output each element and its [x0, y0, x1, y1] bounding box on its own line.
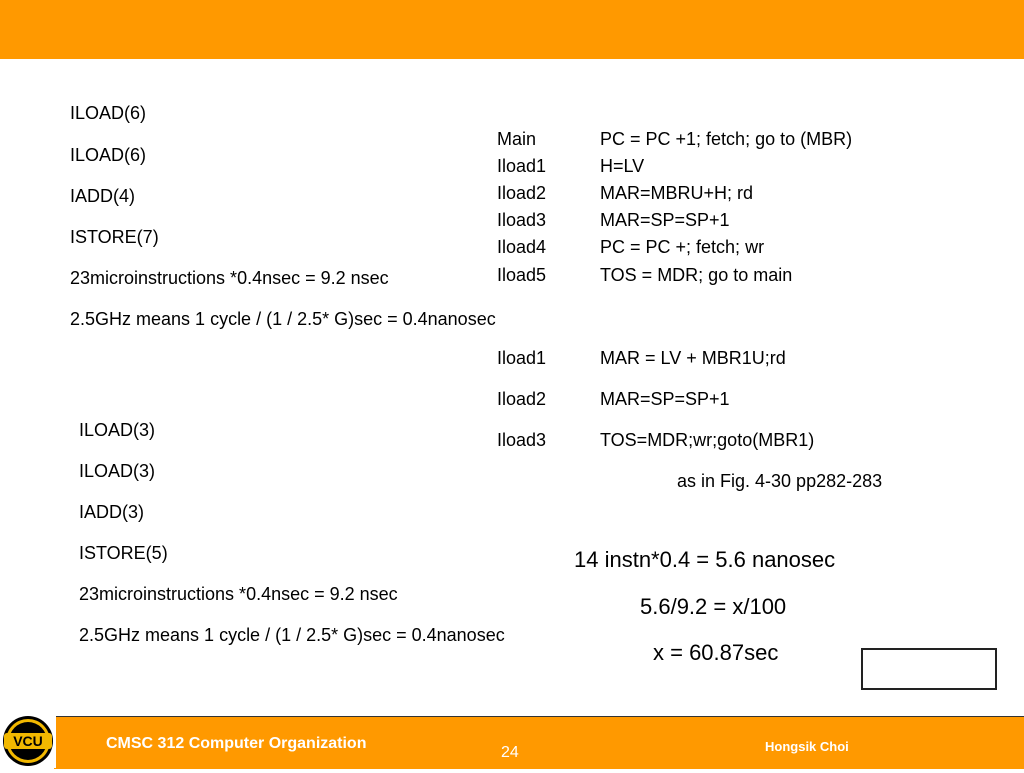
micro-op: MAR=SP=SP+1 [600, 389, 730, 409]
author-name: Hongsik Choi [765, 739, 849, 754]
calc-result: x = 60.87sec [653, 640, 779, 665]
micro-op: MAR=MBRU+H; rd [600, 183, 754, 203]
course-title: CMSC 312 Computer Organization [106, 735, 367, 752]
list-item: ISTORE(7) [70, 227, 159, 247]
micro-op: H=LV [600, 156, 645, 176]
micro-label: Iload2 [497, 183, 547, 203]
micro-label: Main [497, 129, 537, 149]
vcu-logo [0, 713, 56, 768]
vcu-logo-icon [0, 713, 56, 768]
list-item: 23microinstructions *0.4nsec = 9.2 nsec [70, 268, 389, 288]
micro-label: Iload4 [497, 237, 547, 257]
micro-op: PC = PC +; fetch; wr [600, 237, 765, 257]
list-item: ILOAD(6) [70, 145, 147, 165]
micro-label: Iload3 [497, 430, 547, 450]
footer-bar [54, 716, 1024, 769]
micro-label: Iload2 [497, 389, 547, 409]
list-item: 2.5GHz means 1 cycle / (1 / 2.5* G)sec = 0.4nanosec [70, 309, 496, 329]
micro-label: Iload1 [497, 348, 547, 368]
micro-op: MAR=SP=SP+1 [600, 210, 730, 230]
micro-op: MAR = LV + MBR1U;rd [600, 348, 786, 368]
answer-box [861, 648, 997, 690]
calc-line: 5.6/9.2 = x/100 [640, 594, 787, 619]
micro-op: TOS=MDR;wr;goto(MBR1) [600, 430, 815, 450]
list-item: IADD(3) [79, 502, 145, 522]
micro-label: Iload3 [497, 210, 547, 230]
header-bar [0, 0, 1024, 59]
list-item: ILOAD(3) [79, 461, 156, 481]
micro-op: TOS = MDR; go to main [600, 265, 793, 285]
list-item: 23microinstructions *0.4nsec = 9.2 nsec [79, 584, 398, 604]
micro-label: Iload5 [497, 265, 547, 285]
micro-label: Iload1 [497, 156, 547, 176]
figure-reference: as in Fig. 4-30 pp282-283 [677, 471, 883, 491]
list-item: 2.5GHz means 1 cycle / (1 / 2.5* G)sec = 0.4nanosec [79, 625, 505, 645]
list-item: ILOAD(6) [70, 103, 147, 123]
list-item: ISTORE(5) [79, 543, 168, 563]
list-item: IADD(4) [70, 186, 136, 206]
list-item: ILOAD(3) [79, 420, 156, 440]
page-number: 24 [501, 744, 519, 761]
micro-op: PC = PC +1; fetch; go to (MBR) [600, 129, 853, 149]
vcu-logo-text: VCU [13, 733, 43, 749]
calc-line: 14 instn*0.4 = 5.6 nanosec [574, 547, 836, 572]
